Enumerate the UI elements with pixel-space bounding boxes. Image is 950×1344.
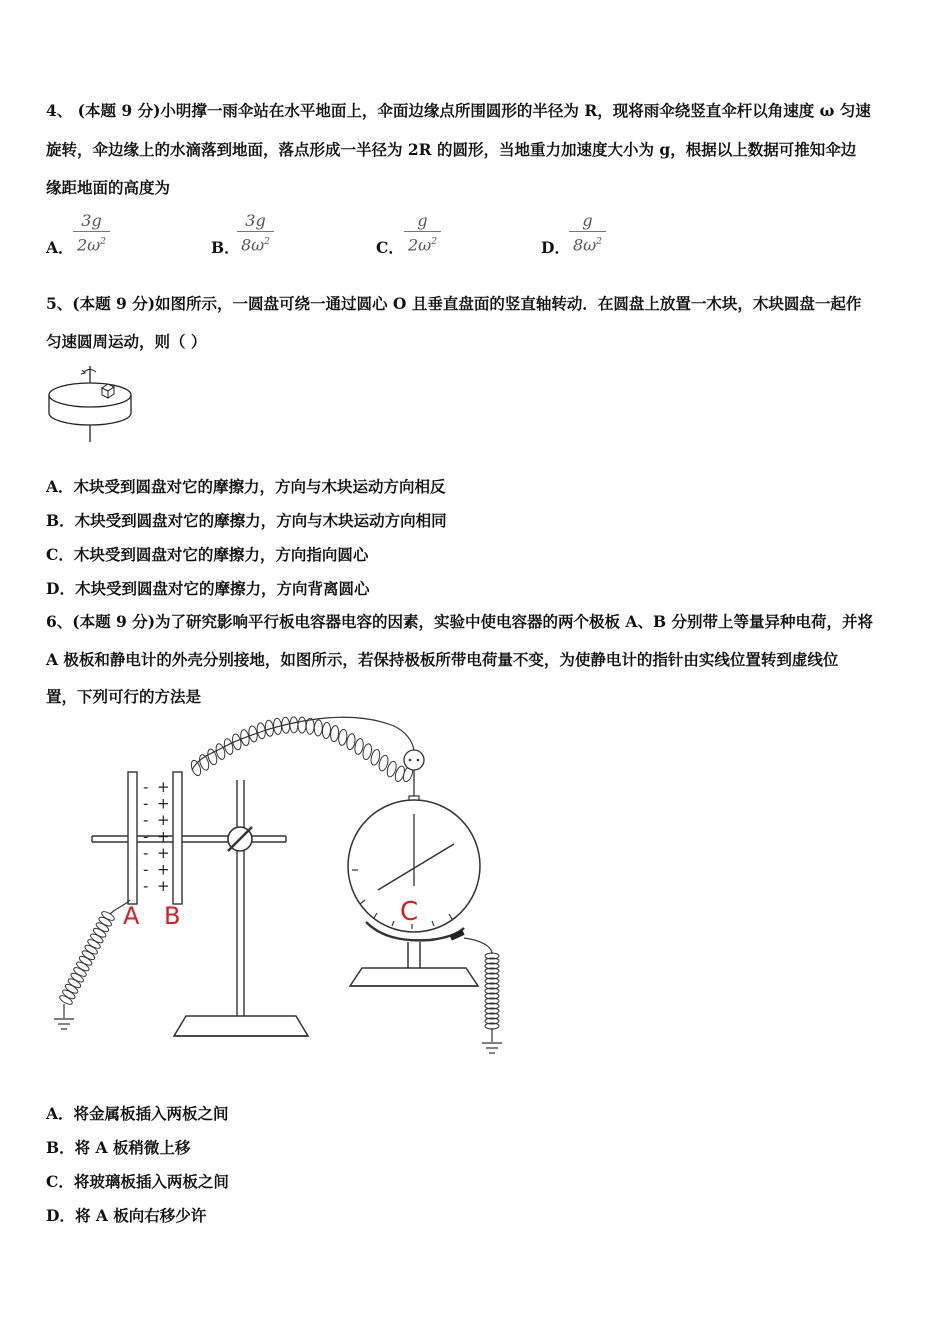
minus-charge: - bbox=[143, 877, 149, 895]
q4-option-b-fraction bbox=[237, 212, 274, 254]
q4-option-a-fraction bbox=[73, 212, 110, 254]
fraction-bar bbox=[237, 231, 274, 232]
ground-symbol-left bbox=[54, 1019, 74, 1029]
coil-loops bbox=[190, 717, 415, 783]
q4-option-c-numerator: g bbox=[417, 211, 428, 230]
coil-loop bbox=[330, 725, 340, 742]
q4-option-d-label: D． bbox=[541, 238, 570, 257]
q4-option-b-denominator: 8ω bbox=[241, 235, 265, 255]
ground-symbol-right bbox=[482, 1043, 502, 1053]
q4-option-d-exponent: 2 bbox=[596, 237, 602, 247]
q4-option-c-fraction bbox=[404, 212, 441, 254]
q6-option-d[interactable]: D．将 A 板向右移少许 bbox=[46, 1206, 207, 1225]
rotating-disk-figure bbox=[44, 362, 140, 446]
ground-coil-right bbox=[485, 953, 499, 1029]
capacitor-electrometer-figure bbox=[40, 710, 520, 1070]
fraction-bar bbox=[569, 231, 606, 232]
q4-option-d-numerator: g bbox=[582, 211, 593, 230]
minus-charge: - bbox=[143, 844, 149, 862]
q4-option-a-label: A． bbox=[46, 238, 74, 257]
minus-charge: - bbox=[143, 827, 149, 846]
coil-loop bbox=[190, 759, 203, 777]
q4-option-b-label: B． bbox=[211, 238, 240, 257]
q4-option-d-denominator: 8ω bbox=[573, 235, 597, 255]
coil-loop bbox=[322, 722, 331, 739]
q4-line-2: 旋转，伞边缘上的水滴落到地面，落点形成一半径为 2R 的圆形，当地重力加速度大小为 g，根据以上数据可推知伞边 bbox=[46, 140, 857, 159]
plus-charge: + bbox=[157, 794, 170, 813]
plus-charge: + bbox=[157, 827, 170, 846]
q5-option-b[interactable]: B．木块受到圆盘对它的摩擦力，方向与木块运动方向相同 bbox=[46, 511, 447, 530]
q6-option-a[interactable]: A．将金属板插入两板之间 bbox=[46, 1104, 229, 1123]
q6-option-c[interactable]: C．将玻璃板插入两板之间 bbox=[46, 1172, 229, 1191]
ground-coil-left bbox=[58, 910, 115, 1006]
q4-option-b-numerator: 3g bbox=[245, 211, 266, 230]
plate-charges bbox=[143, 778, 170, 895]
minus-charge: - bbox=[143, 794, 149, 813]
q4-option-a-denominator: 2ω bbox=[77, 235, 101, 255]
plate-a bbox=[128, 772, 137, 904]
q4-option-a-numerator: 3g bbox=[81, 211, 102, 230]
fraction-bar bbox=[404, 231, 441, 232]
label-a: A bbox=[123, 902, 140, 930]
q6-line-1: 6、(本题 9 分)为了研究影响平行板电容器电容的因素，实验中使电容器的两个极板 A、B 分别带上等量异种电荷，并将 bbox=[46, 612, 873, 631]
q4-line-3: 缘距地面的高度为 bbox=[46, 178, 171, 197]
q6-line-2: A 极板和静电计的外壳分别接地，如图所示，若保持极板所带电荷量不变，为使静电计的指针由实线位置转到虚线位 bbox=[46, 650, 839, 669]
terminal-ball bbox=[404, 750, 424, 770]
fraction-bar bbox=[73, 231, 110, 232]
plus-charge: + bbox=[157, 811, 170, 829]
coil-loop bbox=[198, 754, 211, 772]
label-b: B bbox=[164, 902, 181, 930]
q5-line-2: 匀速圆周运动，则（ ） bbox=[46, 332, 207, 351]
coil-loop bbox=[314, 720, 323, 736]
minus-charge: - bbox=[143, 811, 149, 829]
coil-loop bbox=[290, 717, 298, 733]
plus-charge: + bbox=[157, 877, 170, 895]
q4-option-b-exponent: 2 bbox=[264, 237, 270, 247]
minus-charge: - bbox=[143, 860, 149, 879]
plus-charge: + bbox=[157, 778, 170, 796]
q6-option-b[interactable]: B．将 A 板稍微上移 bbox=[46, 1138, 191, 1157]
q4-option-c-exponent: 2 bbox=[431, 237, 437, 247]
q4-option-c-label: C． bbox=[376, 238, 404, 257]
q4-option-d-fraction bbox=[569, 212, 606, 254]
label-c: C bbox=[400, 897, 419, 927]
stand-base bbox=[174, 1016, 308, 1036]
q5-option-d[interactable]: D．木块受到圆盘对它的摩擦力，方向背离圆心 bbox=[46, 579, 370, 598]
q5-line-1: 5、(本题 9 分)如图所示，一圆盘可绕一通过圆心 O 且垂直盘面的竖直轴转动．在圆盘上放置一木块，木块圆盘一起作 bbox=[46, 294, 862, 313]
plate-b bbox=[173, 772, 182, 904]
q5-option-c[interactable]: C．木块受到圆盘对它的摩擦力，方向指向圆心 bbox=[46, 545, 369, 564]
q4-option-c-denominator: 2ω bbox=[408, 235, 432, 255]
q4-option-a-exponent: 2 bbox=[100, 237, 106, 247]
coiled-wire-top bbox=[192, 717, 414, 770]
q4-line-1: 4、 (本题 9 分)小明撑一雨伞站在水平地面上，伞面边缘点所围圆形的半径为 R，现将雨伞绕竖直伞杆以角速度 ω 匀速 bbox=[46, 101, 871, 120]
plus-charge: + bbox=[157, 844, 170, 862]
plus-charge: + bbox=[157, 860, 170, 879]
q6-line-3: 置，下列可行的方法是 bbox=[46, 687, 202, 706]
q5-option-a[interactable]: A．木块受到圆盘对它的摩擦力，方向与木块运动方向相反 bbox=[46, 477, 446, 496]
minus-charge: - bbox=[143, 778, 149, 796]
coil-loop bbox=[298, 717, 306, 733]
